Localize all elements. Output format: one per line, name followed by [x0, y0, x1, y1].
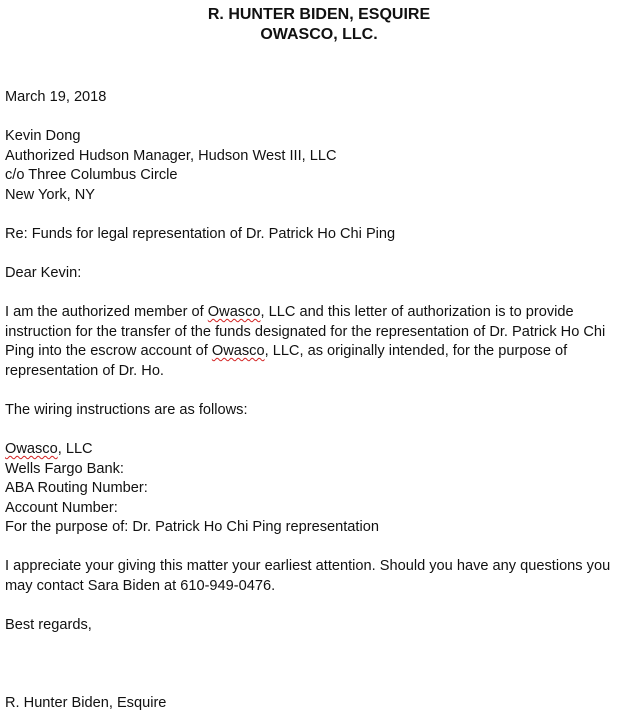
wiring-intro: The wiring instructions are as follows: — [5, 402, 248, 418]
recipient-title: Authorized Hudson Manager, Hudson West III, LLC — [5, 148, 337, 164]
recipient-name: Kevin Dong — [5, 128, 81, 144]
wiring-bank: Wells Fargo Bank: — [5, 461, 124, 477]
closing-paragraph — [5, 557, 633, 596]
subject-line: Re: Funds for legal representation of Dr. Patrick Ho Chi Ping — [5, 226, 396, 242]
spellcheck-word: Owasco — [207, 304, 261, 320]
body-line-1 — [5, 303, 633, 323]
wiring-purpose: For the purpose of: Dr. Patrick Ho Chi Ping representation — [5, 519, 379, 535]
body-line-1-start: I am the authorized member of — [5, 304, 208, 320]
wiring-payee — [5, 440, 93, 460]
body-line-3-end: , LLC, as originally intended, for the purpose of — [264, 343, 568, 359]
letterhead — [0, 5, 638, 45]
recipient-address-line-1: c/o Three Columbus Circle — [5, 167, 178, 183]
body-paragraph — [5, 303, 633, 381]
body-line-4: representation of Dr. Ho. — [5, 362, 164, 379]
wiring-payee-suffix: , LLC — [57, 441, 93, 457]
body-line-3-start: Ping into the escrow account of — [5, 343, 212, 359]
body-line-1-end: , LLC and this letter of authorization is to provide — [260, 304, 574, 320]
letterhead-name: R. HUNTER BIDEN, ESQUIRE — [207, 6, 431, 23]
signature: R. Hunter Biden, Esquire — [5, 695, 167, 711]
body-line-2: instruction for the transfer of the funds designated for the representation of Dr. Patrick Ho Chi — [5, 323, 606, 340]
letterhead-company: OWASCO, LLC. — [260, 26, 378, 43]
spellcheck-word: Owasco — [5, 441, 58, 457]
closing-line-1: I appreciate your giving this matter your earliest attention. Should you have any questions you — [5, 558, 611, 574]
recipient-address-line-2: New York, NY — [5, 187, 96, 203]
closing-line-2: may contact Sara Biden at 610-949-0476. — [5, 577, 276, 594]
wiring-aba: ABA Routing Number: — [5, 480, 148, 496]
wiring-account: Account Number: — [5, 500, 118, 516]
spellcheck-word: Owasco — [211, 343, 265, 359]
letter-date: March 19, 2018 — [5, 89, 107, 105]
signoff: Best regards, — [5, 617, 92, 633]
salutation: Dear Kevin: — [5, 265, 82, 281]
body-line-3 — [5, 342, 633, 362]
